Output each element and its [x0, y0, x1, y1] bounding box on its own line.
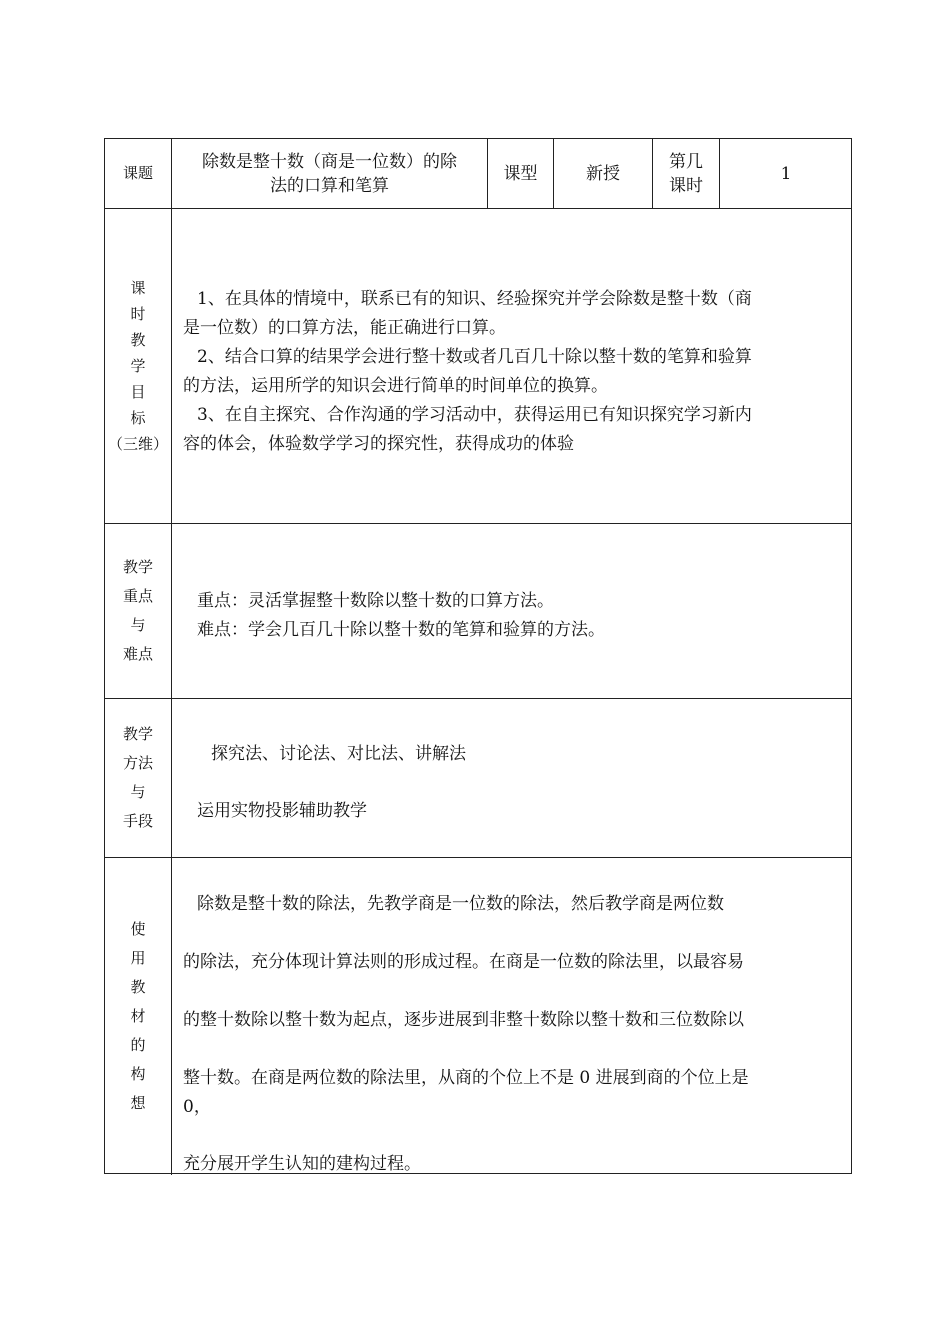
- label-char: 教: [130, 977, 146, 996]
- row-divider: [105, 523, 851, 524]
- lesson-type-label: 课型: [503, 163, 538, 184]
- label-char: 标: [130, 409, 146, 427]
- label-char: 教学: [122, 558, 153, 576]
- period-label-line1: 第几: [669, 151, 703, 172]
- design-line: 0，: [183, 1097, 211, 1117]
- period-label-line2: 课时: [669, 175, 703, 196]
- objective-line: 是一位数）的口算方法，能正确进行口算。: [183, 318, 506, 338]
- label-char: 方法: [122, 754, 153, 772]
- label-char: 重点: [122, 587, 153, 605]
- topic-title-line2: 法的口算和笔算: [270, 175, 389, 196]
- label-char: 与: [130, 616, 146, 634]
- label-char: （三维）: [107, 435, 168, 453]
- period-label: [653, 139, 719, 208]
- keypoint-line: 难点：学会几百几十除以整十数的笔算和验算的方法。: [197, 620, 605, 640]
- objective-line: 3、在自主探究、合作沟通的学习活动中，获得运用已有知识探究学习新内: [197, 405, 752, 425]
- row-divider: [105, 857, 851, 858]
- label-char: 想: [130, 1093, 146, 1112]
- period-value: 1: [780, 163, 792, 184]
- label-char: 时: [130, 305, 146, 323]
- label-char: 使: [130, 919, 146, 938]
- design-line: 除数是整十数的除法，先教学商是一位数的除法，然后教学商是两位数: [197, 894, 724, 914]
- objective-line: 的方法，运用所学的知识会进行简单的时间单位的换算。: [183, 376, 608, 396]
- label-char: 构: [130, 1064, 146, 1083]
- label-char: 教: [130, 331, 146, 349]
- label-char: 难点: [122, 645, 153, 663]
- label-char: 与: [130, 783, 146, 801]
- method-line: 运用实物投影辅助教学: [197, 801, 367, 821]
- objective-line: 容的体会，体验数学学习的探究性，获得成功的体验: [183, 434, 574, 454]
- row-divider: [105, 208, 851, 209]
- objectives-label: [105, 209, 171, 523]
- keypoint-line: 重点：灵活掌握整十数除以整十数的口算方法。: [197, 591, 554, 611]
- keypoints-label: [105, 524, 171, 698]
- label-char: 用: [130, 948, 146, 967]
- design-line: 充分展开学生认知的建构过程。: [183, 1154, 421, 1174]
- objective-line: 1、在具体的情境中，联系已有的知识、经验探究并学会除数是整十数（商: [197, 289, 752, 309]
- label-char: 教学: [122, 725, 153, 743]
- topic-label: 课题: [122, 164, 153, 182]
- topic-title-line1: 除数是整十数（商是一位数）的除: [202, 151, 457, 172]
- methods-label: [105, 699, 171, 857]
- topic-title: [172, 139, 487, 208]
- objective-line: 2、结合口算的结果学会进行整十数或者几百几十除以整十数的笔算和验算: [197, 347, 752, 367]
- label-char: 手段: [122, 812, 153, 830]
- label-char: 的: [130, 1035, 146, 1054]
- label-char: 学: [130, 357, 146, 375]
- label-char: 材: [130, 1006, 146, 1025]
- lesson-plan-table: [104, 138, 852, 1174]
- method-line: 探究法、讨论法、对比法、讲解法: [211, 744, 466, 764]
- row-divider: [105, 698, 851, 699]
- label-char: 课: [130, 279, 146, 297]
- design-line: 的除法，充分体现计算法则的形成过程。在商是一位数的除法里，以最容易: [183, 952, 744, 972]
- label-char: 目: [130, 383, 146, 401]
- design-label: [105, 858, 171, 1174]
- design-line: 的整十数除以整十数为起点，逐步进展到非整十数除以整十数和三位数除以: [183, 1010, 744, 1030]
- column-divider: [171, 139, 172, 1175]
- design-line: 整十数。在商是两位数的除法里，从商的个位上不是 0 进展到商的个位上是: [183, 1068, 749, 1088]
- lesson-type-value: 新授: [586, 163, 620, 184]
